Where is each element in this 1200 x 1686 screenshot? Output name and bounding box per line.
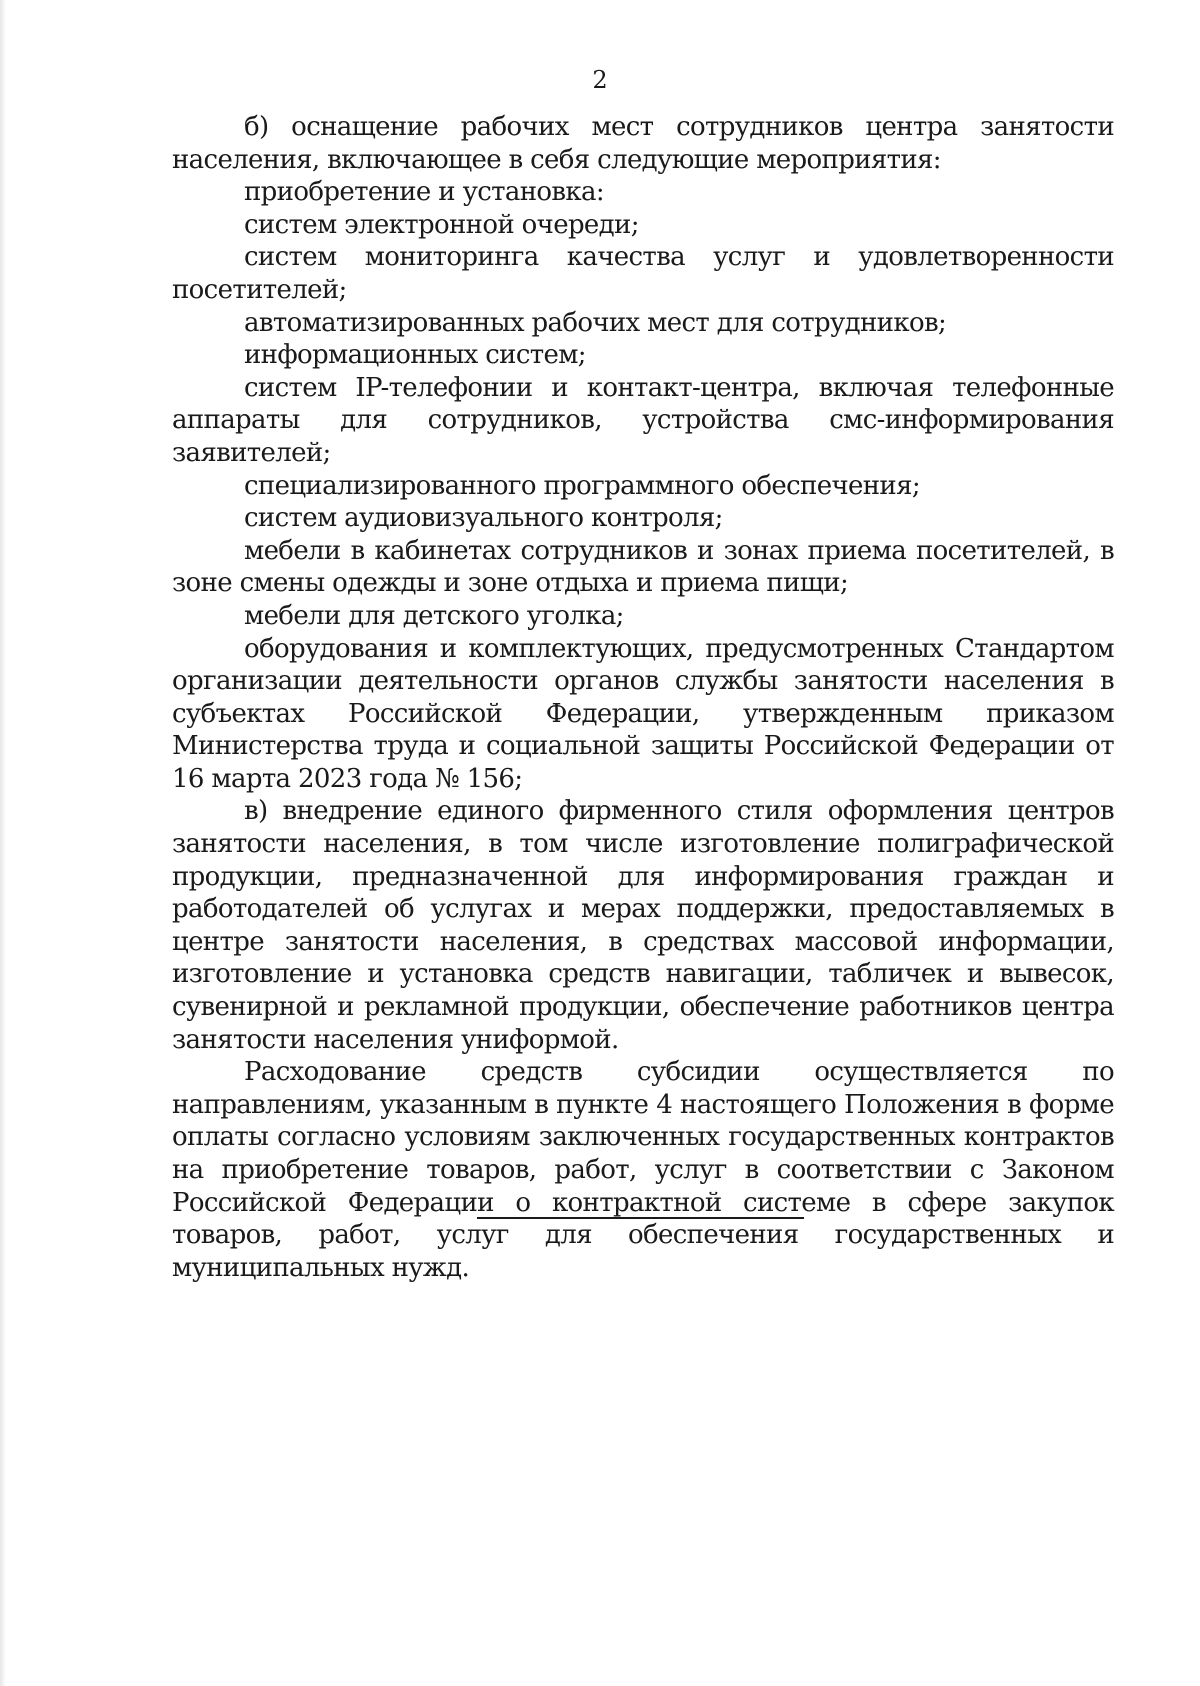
paragraph-monitoring-systems: систем мониторинга качества услуг и удовлетворенности посетителей; [172, 242, 1114, 305]
paragraph-equipment-standard: оборудования и комплектующих, предусмотренных Стандартом организации деятельности органов службы занятости населения в субъектах Российской Федерации, утвержденным приказом Министерства труда и социальной защиты Российской Федерации от 16 марта 2023 года № 156; [172, 633, 1114, 794]
document-body [172, 111, 1114, 1284]
page-number: 2 [592, 66, 608, 94]
paragraph-item-b: б) оснащение рабочих мест сотрудников центра занятости населения, включающее в себя следующие мероприятия: [172, 112, 1114, 175]
paragraph-ip-telephony: систем IP-телефонии и контакт-центра, включая телефонные аппараты для сотрудников, устройства смс-информирования заявителей; [172, 372, 1114, 468]
paragraph-information-systems: информационных систем; [244, 340, 586, 371]
paragraph-software: специализированного программного обеспечения; [244, 470, 920, 501]
paragraph-purchase-install: приобретение и установка: [244, 177, 604, 208]
paragraph-queue-systems: систем электронной очереди; [244, 209, 639, 240]
paragraph-workstations: автоматизированных рабочих мест для сотрудников; [244, 307, 947, 338]
paragraph-subsidy-spending: Расходование средств субсидии осуществляется по направлениям, указанным в пункте 4 настоящего Положения в форме оплаты согласно условиям заключенных государственных контрактов на приобретение товаров, работ, услуг в соответствии с Законом Российской Федерации о контрактной системе в сфере закупок товаров, работ, услуг для обеспечения государственных и муниципальных нужд. [172, 1057, 1114, 1283]
paragraph-item-v: в) внедрение единого фирменного стиля оформления центров занятости населения, в том числе изготовление полиграфической продукции, предназначенной для информирования граждан и работодателей об услугах и мерах поддержки, предоставляемых в центре занятости населения, в средствах массовой информации, изготовление и установка средств навигации, табличек и вывесок, сувенирной и рекламной продукции, обеспечение работников центра занятости населения униформой. [172, 796, 1114, 1055]
paragraph-audiovisual-control: систем аудиовизуального контроля; [244, 503, 723, 534]
paragraph-kids-furniture: мебели для детского уголка; [244, 600, 624, 631]
end-of-document-rule [477, 1217, 804, 1219]
paragraph-office-furniture: мебели в кабинетах сотрудников и зонах приема посетителей, в зоне смены одежды и зоне отдыха и приема пищи; [172, 535, 1114, 599]
scan-edge-shadow [0, 0, 6, 1686]
